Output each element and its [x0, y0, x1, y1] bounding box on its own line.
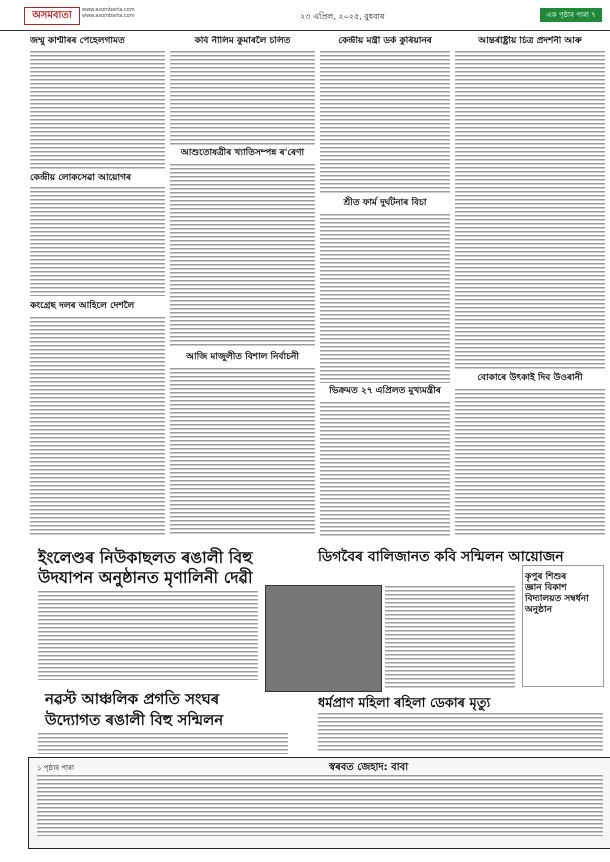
masthead: [0, 0, 610, 31]
text-block-13: [385, 585, 515, 690]
text-block-7: [320, 50, 450, 195]
text-block-4: [170, 50, 315, 145]
banner-5-line-1: নৱস্ট আঞ্চলিক প্ৰগতি সংঘৰ: [45, 690, 220, 708]
news-photo: [265, 585, 382, 692]
text-block-6: [170, 367, 315, 536]
text-block-14: [38, 732, 288, 754]
headline-9: শ্ৰীত ফাৰ্ম দুৰ্ঘটনাৰ বিচা: [343, 198, 427, 208]
website-line-1: www.asombarta.com: [82, 7, 135, 13]
text-block-3: [30, 316, 165, 536]
banner-1-line-1: ইংলেণ্ডৰ নিউকাছলত ৰঙালী বিহু: [38, 548, 253, 567]
column-right: [455, 36, 605, 536]
banner-2: ডিগবৈৰ বালিজানত কবি সন্মিলন আয়োজন: [318, 549, 564, 565]
headline-8: আন্তৰ্ৰাষ্ট্ৰীয় চিত্ৰ প্ৰদৰ্শনী আৰু: [478, 36, 582, 46]
text-block-2: [30, 186, 165, 296]
banner-3-line-4: অনুষ্ঠান: [525, 605, 553, 615]
column-left: [30, 36, 165, 536]
headline-5: আশুতোষত্ৰীৰ খ্যাতিসম্পন্ন ৰ'ৰেণা: [180, 148, 305, 158]
banner-4: ধৰ্মপ্ৰাণ মহিলা ৰহিলা ডেকাৰ মৃত্যু: [318, 696, 491, 711]
website-lines: [82, 7, 142, 19]
banner-3-line-3: বিদ্যালয়ত সম্বৰ্ধনা: [525, 594, 589, 604]
footer-caption: ১ পৃষ্ঠাৰ পাৰা: [37, 764, 75, 772]
footer-box: [28, 757, 610, 849]
banner-3-line-2: জ্ঞান বিকাশ: [525, 583, 567, 593]
footer-text: [37, 774, 603, 836]
headline-4: কবি নীলিম কুমাৰলৈ চলিত: [194, 36, 291, 46]
dateline: ২৩ এপ্ৰিল, ২০২৫, বুধবাৰ: [300, 12, 385, 21]
page-badge: এক পৃষ্ঠাৰ পাৰা ৭: [540, 8, 602, 22]
website-line-2: www.asombarta.com: [82, 13, 135, 19]
text-block-8: [455, 50, 605, 370]
newspaper-logo: অসমবাতা: [24, 7, 80, 25]
headline-3: কংগ্ৰেছ দলৰ আহিলে দেশলৈ: [30, 301, 135, 311]
headline-7: কেন্দ্ৰীয় মন্ত্ৰী ডৰ্ক কুৰিয়ানৰ: [338, 36, 432, 46]
headline-6: আজি মাজুলীত বিশাল নিৰ্বাচনী: [186, 352, 299, 362]
banner-1-line-2: উদযাপন অনুষ্ঠানত মৃণালিনী দেৱী: [38, 568, 253, 587]
column-mid-left: [170, 36, 315, 536]
headline-1: জম্মু কাশ্মীৰৰ পেহেলগামত: [30, 36, 125, 46]
text-block-15: [318, 712, 603, 752]
text-block-9: [320, 213, 450, 383]
banner-5-line-2: উদ্যোগত ৰঙালী বিহু সন্মিলন: [45, 711, 224, 729]
text-block-1: [30, 50, 165, 170]
column-mid-right: [320, 36, 450, 536]
text-block-5: [170, 163, 315, 348]
headline-11: বোকাৰে উৎকাই দিব উওৰানী: [477, 373, 583, 383]
text-block-12: [38, 590, 258, 680]
headline-2: কেন্দ্ৰীয় লোকসেৱা আয়োগৰ: [30, 173, 132, 183]
text-block-10: [320, 401, 450, 536]
footer-title: স্বৰবত জেহাদ: বাবা: [329, 762, 409, 773]
headline-10: ভিক্ৰমত ২৭ এপ্ৰিলত মুখ্যমন্ত্ৰীৰ: [329, 386, 441, 396]
banner-3-line-1: কৃপুৰ শিশুৰ: [525, 572, 567, 582]
text-block-11: [455, 388, 605, 536]
